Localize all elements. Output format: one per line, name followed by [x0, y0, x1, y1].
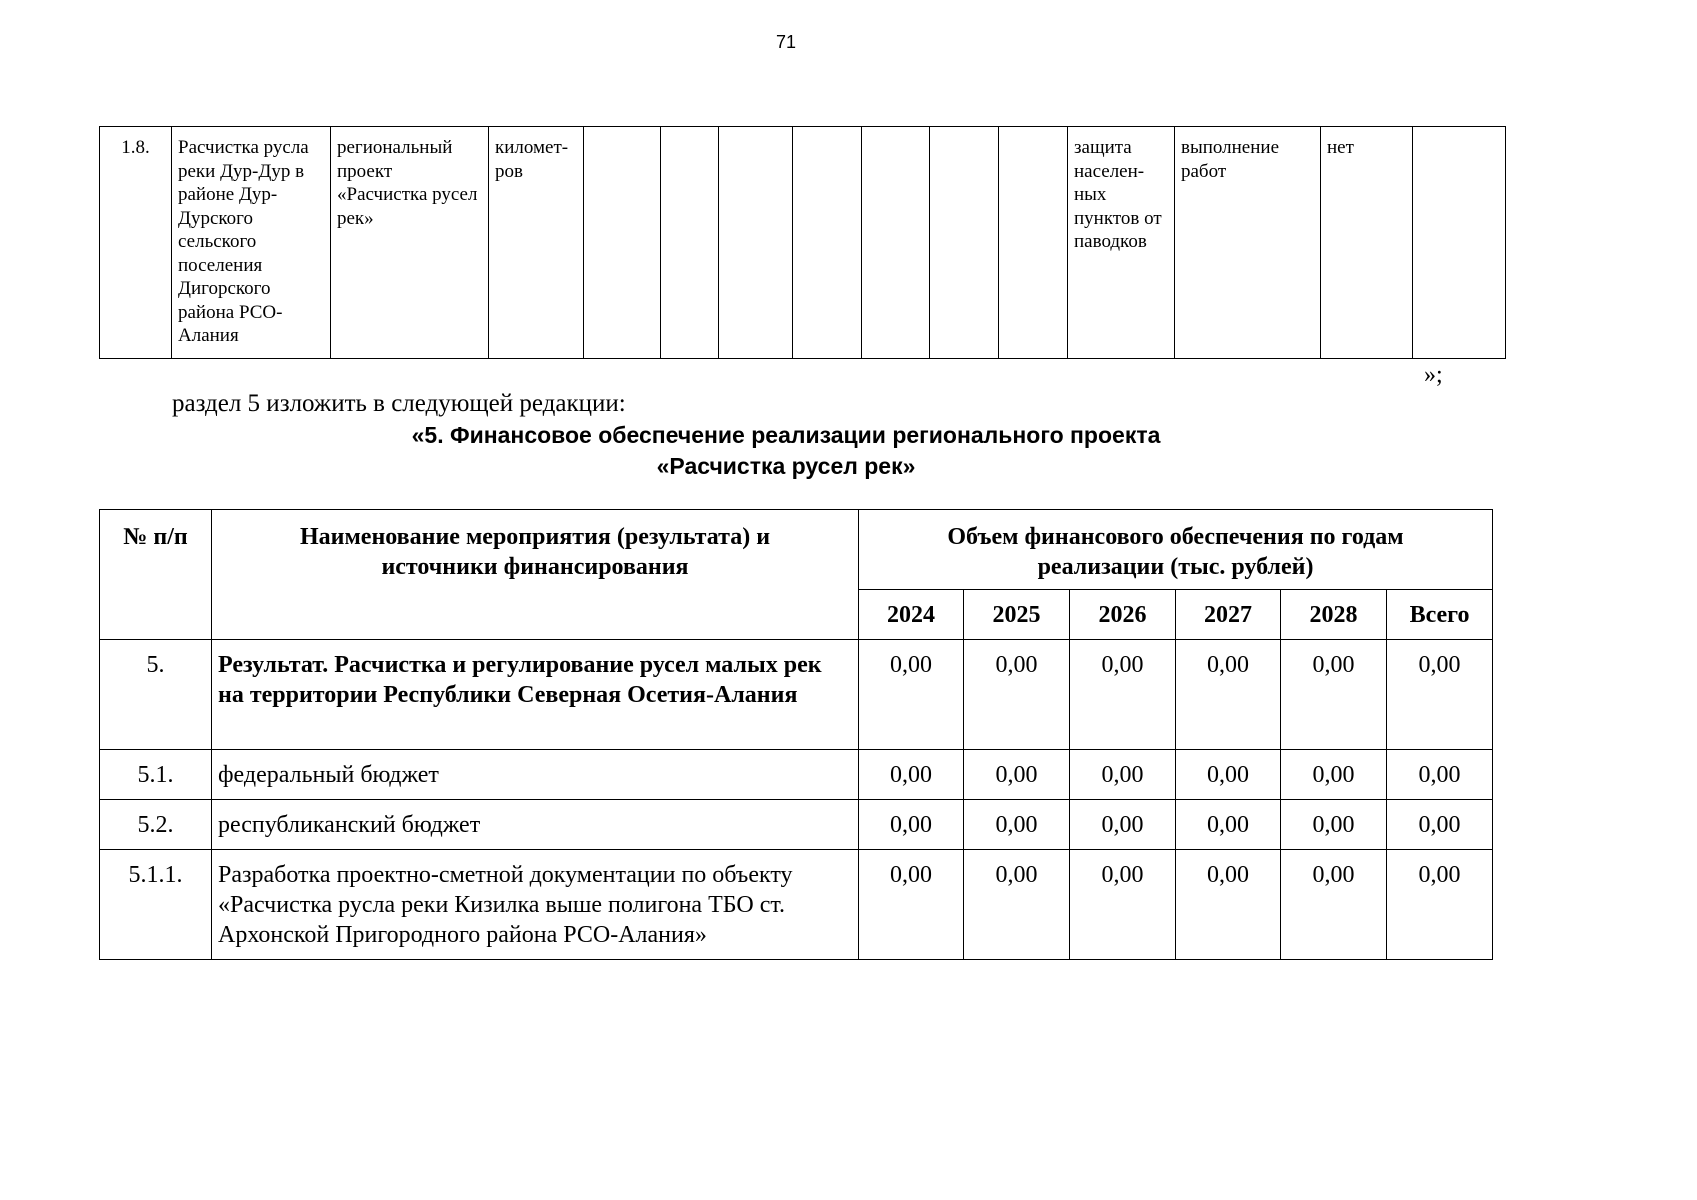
value-cell: 0,00: [1387, 640, 1493, 750]
value-cell: 0,00: [1387, 850, 1493, 960]
row-number: 5.: [100, 640, 212, 750]
header-year: 2028: [1281, 590, 1387, 640]
section-title-line-2: «Расчистка русел рек»: [656, 453, 916, 479]
empty-cell: [999, 127, 1068, 359]
project-name: региональный проект «Расчистка русел рек»: [331, 127, 489, 359]
closing-quote: »;: [1424, 362, 1443, 388]
empty-cell: [719, 127, 793, 359]
value-cell: 0,00: [1281, 800, 1387, 850]
header-year: 2025: [964, 590, 1070, 640]
purpose-cell: защита населен-ных пунктов от паводков: [1068, 127, 1175, 359]
value-cell: 0,00: [1281, 640, 1387, 750]
value-cell: 0,00: [1176, 750, 1281, 800]
table-row: [100, 640, 1493, 750]
activities-table-continuation: [99, 126, 1506, 359]
table-row: [100, 127, 1506, 359]
row-name: федеральный бюджет: [212, 750, 859, 800]
header-number: № п/п: [100, 510, 212, 640]
value-cell: 0,00: [1070, 750, 1176, 800]
table-row: [100, 750, 1493, 800]
unit-cell: километ-ров: [489, 127, 584, 359]
table-row: [100, 800, 1493, 850]
value-cell: 0,00: [1176, 800, 1281, 850]
row-number: 5.1.: [100, 750, 212, 800]
value-cell: 0,00: [859, 850, 964, 960]
value-cell: 0,00: [859, 750, 964, 800]
activity-name: Расчистка русла реки Дур-Дур в районе Дур-Дурского сельского поселения Дигорского района РСО-Алания: [172, 127, 331, 359]
empty-cell: [1413, 127, 1506, 359]
header-row: [100, 510, 1493, 590]
empty-cell: [862, 127, 930, 359]
value-cell: 0,00: [859, 800, 964, 850]
flag-cell: нет: [1321, 127, 1413, 359]
value-cell: 0,00: [1070, 640, 1176, 750]
table-row: [100, 850, 1493, 960]
value-cell: 0,00: [1176, 640, 1281, 750]
financing-table: [99, 509, 1493, 960]
row-name: Результат. Расчистка и регулирование русел малых рек на территории Республики Северная Осетия-Алания: [212, 640, 859, 750]
empty-cell: [930, 127, 999, 359]
value-cell: 0,00: [1281, 750, 1387, 800]
value-cell: 0,00: [964, 850, 1070, 960]
header-name: Наименование мероприятия (результата) и источники финансирования: [212, 510, 859, 640]
value-cell: 0,00: [964, 640, 1070, 750]
value-cell: 0,00: [859, 640, 964, 750]
section-intro: раздел 5 изложить в следующей редакции:: [172, 390, 626, 417]
value-cell: 0,00: [1070, 800, 1176, 850]
empty-cell: [584, 127, 661, 359]
value-cell: 0,00: [1176, 850, 1281, 960]
value-cell: 0,00: [1387, 750, 1493, 800]
header-volume: Объем финансового обеспечения по годам реализации (тыс. рублей): [859, 510, 1493, 590]
row-number: 5.1.1.: [100, 850, 212, 960]
row-number: 1.8.: [100, 127, 172, 359]
section-title-line-1: «5. Финансовое обеспечение реализации регионального проекта: [411, 422, 1161, 448]
header-year: 2027: [1176, 590, 1281, 640]
work-type-cell: выполнение работ: [1175, 127, 1321, 359]
header-total: Всего: [1387, 590, 1493, 640]
header-year: 2024: [859, 590, 964, 640]
value-cell: 0,00: [1387, 800, 1493, 850]
row-number: 5.2.: [100, 800, 212, 850]
row-name: республиканский бюджет: [212, 800, 859, 850]
value-cell: 0,00: [1070, 850, 1176, 960]
page-number: 71: [775, 32, 797, 52]
value-cell: 0,00: [1281, 850, 1387, 960]
header-year: 2026: [1070, 590, 1176, 640]
empty-cell: [793, 127, 862, 359]
value-cell: 0,00: [964, 750, 1070, 800]
row-name: Разработка проектно-сметной документации по объекту «Расчистка русла реки Кизилка выше полигона ТБО ст. Архонской Пригородного района РСО-Алания»: [212, 850, 859, 960]
empty-cell: [661, 127, 719, 359]
value-cell: 0,00: [964, 800, 1070, 850]
